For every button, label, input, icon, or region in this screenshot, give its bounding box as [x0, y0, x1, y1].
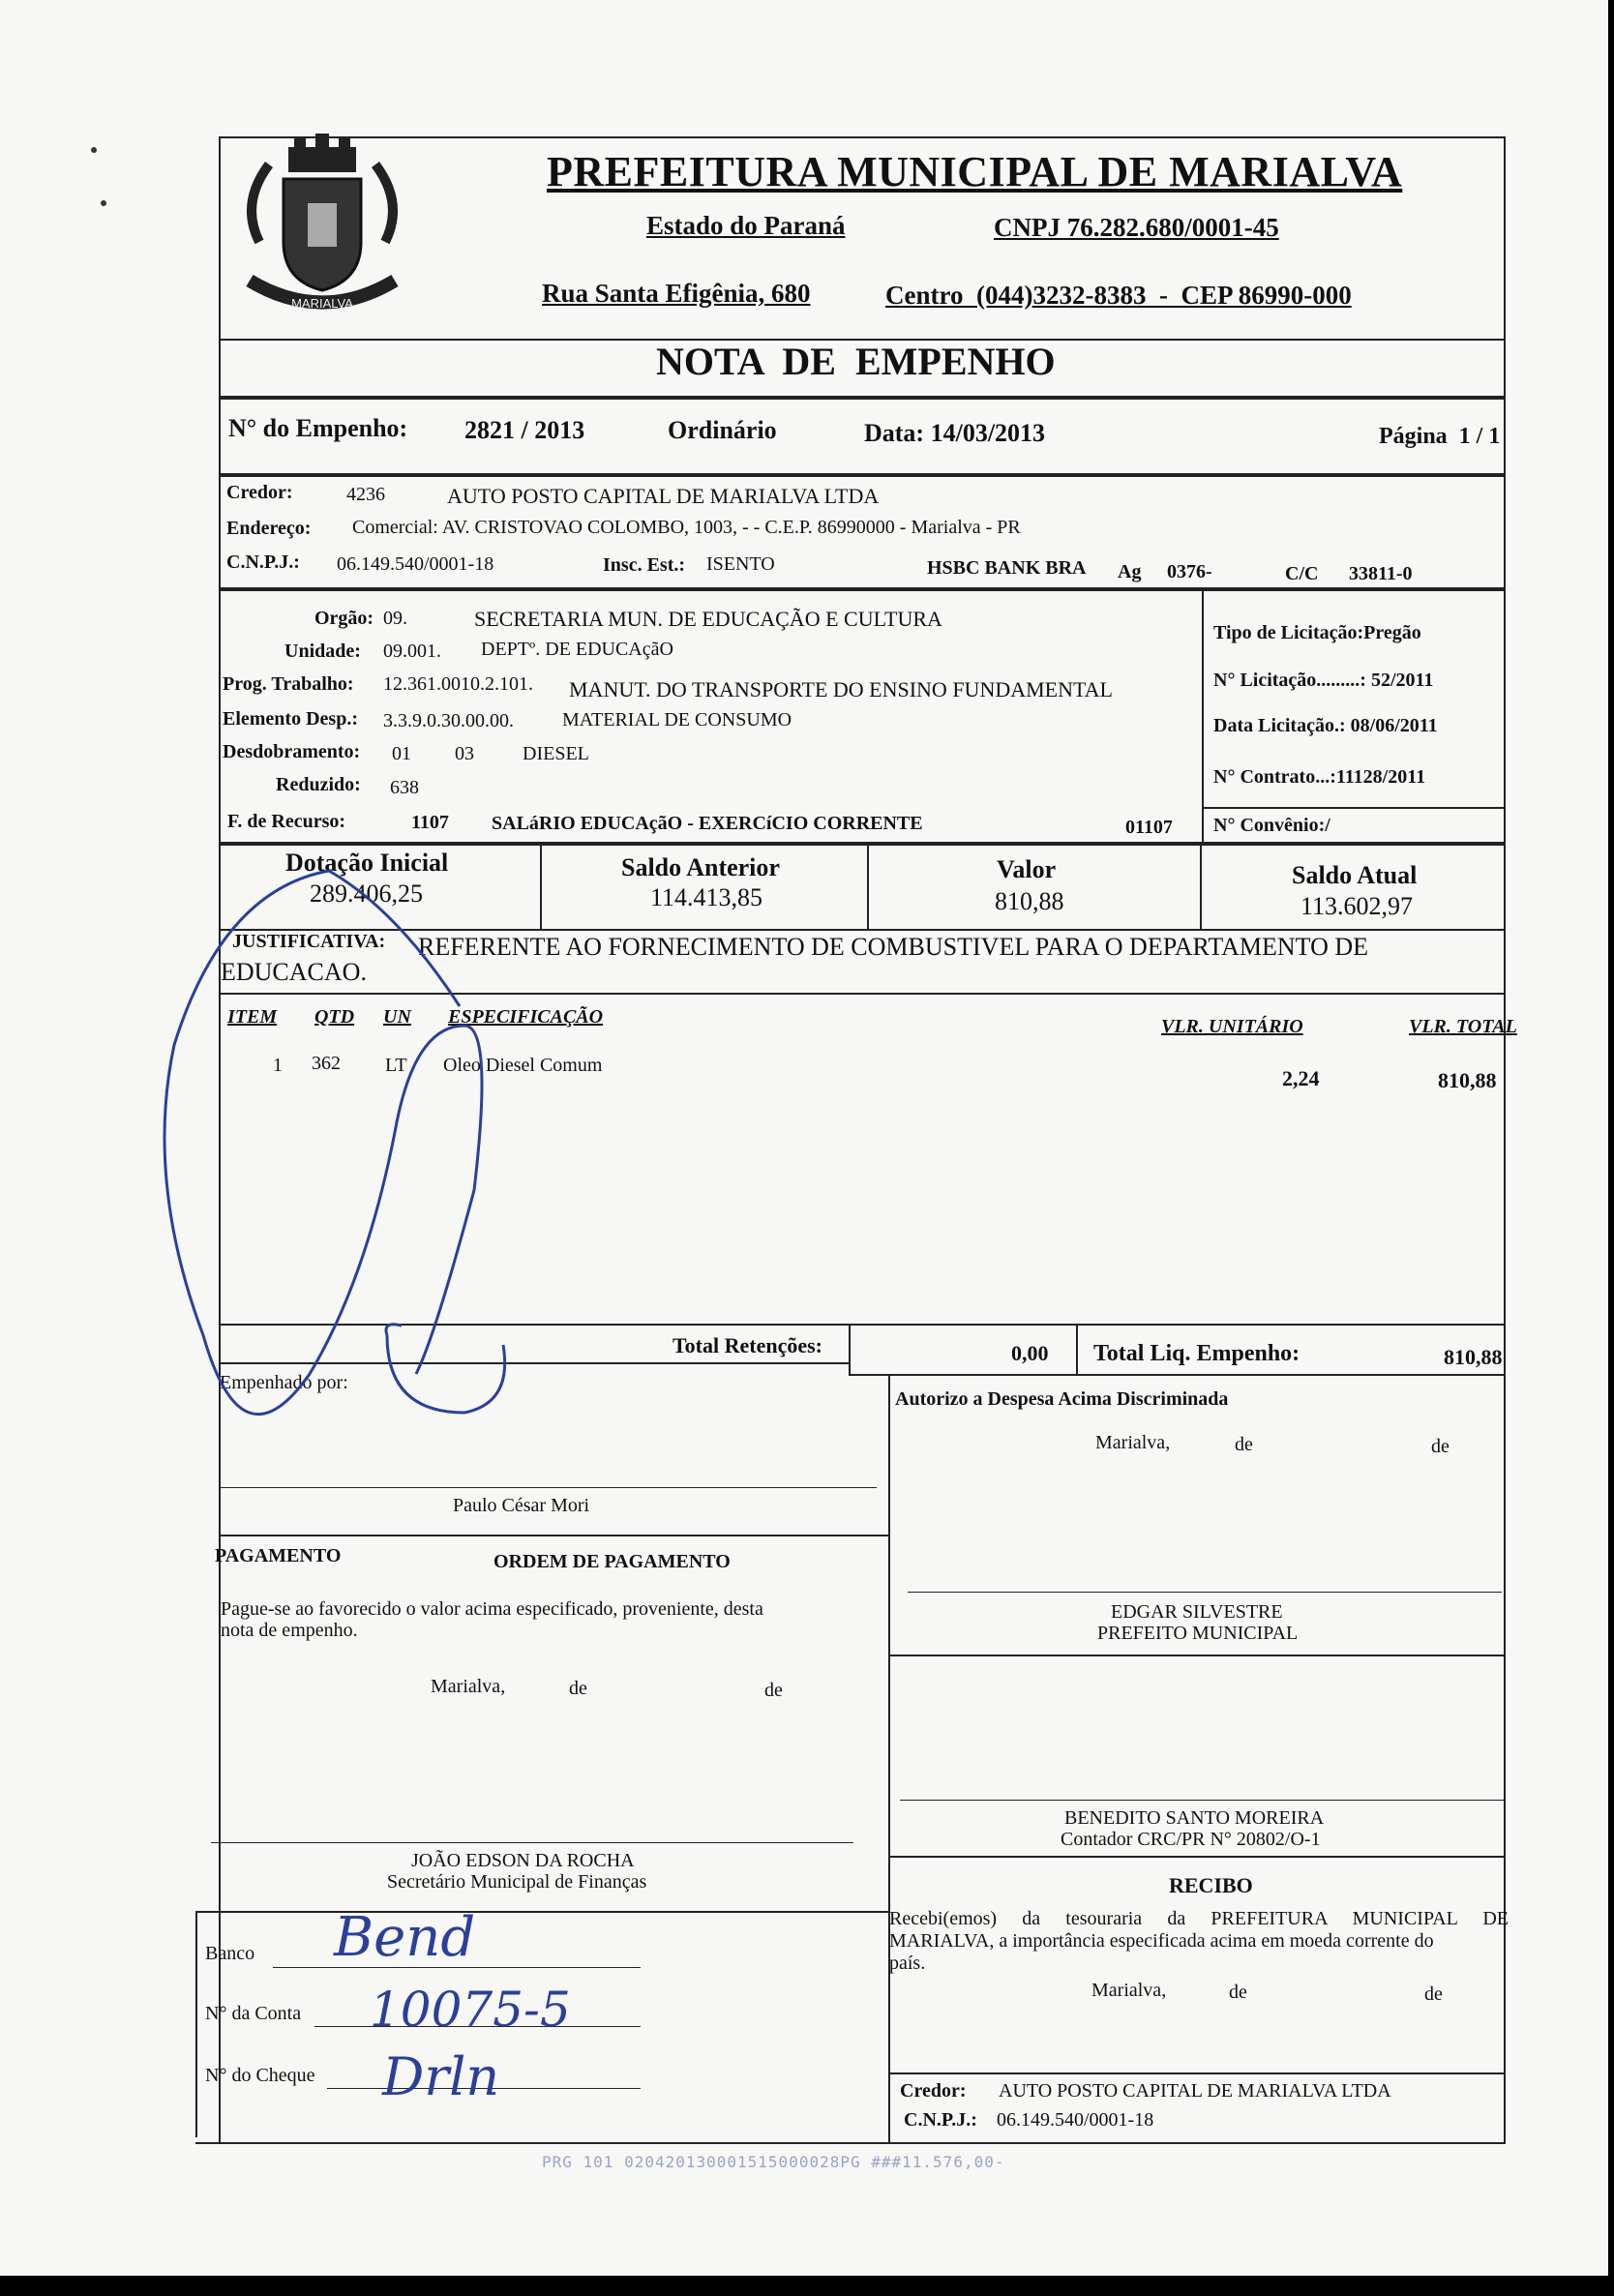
values-divider: [1200, 844, 1202, 931]
signature-line: [908, 1592, 1502, 1593]
bank-block-top-rule: [195, 1911, 888, 1913]
totals-divider: [849, 1324, 851, 1374]
handwritten-cheque: Drln: [382, 2046, 500, 2107]
de-1a: de: [1235, 1434, 1253, 1455]
prog-code: 12.361.0010.2.101.: [383, 673, 533, 695]
justificativa-label: JUSTIFICATIVA:: [232, 931, 386, 952]
reduzido-value: 638: [390, 777, 419, 798]
saldo-atual-value: 113.602,97: [1300, 892, 1414, 920]
doc-title: NOTA DE EMPENHO: [656, 340, 1056, 383]
account-label: C/C: [1285, 563, 1319, 584]
elemento-name: MATERIAL DE CONSUMO: [562, 709, 792, 731]
header-contact: Centro (044)3232-8383 - CEP 86990-000: [885, 281, 1352, 310]
prog-name: MANUT. DO TRANSPORTE DO ENSINO FUNDAMENTAL: [569, 677, 1113, 701]
treasurer-name: JOÃO EDSON DA ROCHA: [411, 1850, 635, 1871]
de-1b: de: [1431, 1436, 1450, 1457]
signature-line: [219, 1487, 877, 1488]
unidade-code: 09.001.: [383, 641, 441, 662]
recibo-line2: MARIALVA, a importância especificada acima em moeda corrente do: [889, 1930, 1434, 1952]
row-qtd: 362: [312, 1053, 341, 1074]
conta-label: N° da Conta: [205, 2003, 302, 2024]
values-divider: [540, 844, 542, 931]
saldo-atual-label: Saldo Atual: [1292, 861, 1418, 889]
valor-value: 810,88: [995, 887, 1064, 915]
ordem-pagamento-label: ORDEM DE PAGAMENTO: [493, 1551, 731, 1572]
account-number: 33811-0: [1349, 563, 1413, 584]
pagamento-top-rule: [219, 1535, 888, 1536]
document-bottom-rule: [195, 2142, 1506, 2144]
elemento-label: Elemento Desp.:: [223, 708, 358, 730]
justificativa-line1: REFERENTE AO FORNECIMENTO DE COMBUSTIVEL PARA O DEPARTAMENTO DE: [418, 933, 1369, 961]
row-unit-value: 2,24: [1282, 1066, 1320, 1090]
pagamento-label: PAGAMENTO: [215, 1545, 342, 1566]
footer-cnpj-label: C.N.P.J.:: [904, 2109, 977, 2131]
cnpj-label: C.N.P.J.:: [226, 552, 300, 573]
dotacao-value: 289.406,25: [310, 880, 423, 908]
header-address: Rua Santa Efigênia, 680: [542, 279, 811, 308]
de-3b: de: [1424, 1983, 1443, 2005]
saldo-anterior-label: Saldo Anterior: [621, 853, 780, 881]
saldo-anterior-value: 114.413,85: [650, 883, 763, 911]
col-unit: VLR. UNITÁRIO: [1161, 1016, 1303, 1037]
unidade-name: DEPTº. DE EDUCAçãO: [481, 639, 673, 660]
autorizo-text: Autorizo a Despesa Acima Discriminada: [895, 1388, 1229, 1410]
elemento-code: 3.3.9.0.30.00.00.: [383, 710, 514, 731]
items-top-rule: [219, 993, 1506, 995]
totals-bottom-rule: [849, 1374, 1506, 1376]
empenhado-name: Paulo César Mori: [453, 1495, 590, 1516]
contrato-number: N° Contrato...:11128/2011: [1213, 766, 1426, 788]
signature-line: [211, 1842, 853, 1843]
footer-credor-name: AUTO POSTO CAPITAL DE MARIALVA LTDA: [999, 2080, 1391, 2102]
page-title: PREFEITURA MUNICIPAL DE MARIALVA: [547, 148, 1403, 195]
de-2a: de: [569, 1678, 587, 1699]
row-total-value: 810,88: [1438, 1068, 1497, 1092]
handwritten-banco: Bend: [334, 1906, 476, 1969]
orgao-name: SECRETARIA MUN. DE EDUCAÇÃO E CULTURA: [474, 607, 942, 631]
agency-number: 0376-: [1167, 561, 1212, 582]
prog-label: Prog. Trabalho:: [223, 673, 354, 695]
valor-label: Valor: [997, 855, 1057, 883]
outer-right-border: [1504, 931, 1506, 2144]
treasurer-title: Secretário Municipal de Finanças: [387, 1871, 647, 1893]
recurso-label: F. de Recurso:: [227, 811, 346, 832]
mayor-bottom-rule: [888, 1655, 1506, 1656]
col-qtd: QTD: [314, 1006, 355, 1028]
creditor-address: Comercial: AV. CRISTOVAO COLOMBO, 1003, - - C.E.P. 86990000 - Marialva - PR: [352, 517, 1021, 538]
desdobramento-label: Desdobramento:: [223, 741, 361, 762]
signature-line: [900, 1800, 1506, 1801]
mayor-title: PREFEITO MUNICIPAL: [1097, 1623, 1299, 1644]
footer-cnpj: 06.149.540/0001-18: [997, 2109, 1154, 2131]
budget-divider: [1202, 589, 1204, 844]
address-label: Endereço:: [226, 518, 312, 539]
handwritten-conta: 10075-5: [370, 1982, 571, 2038]
recurso-code: 1107: [411, 812, 449, 833]
liq-empenho-value: 810,88: [1444, 1345, 1503, 1369]
convenio-divider: [1202, 807, 1506, 809]
de-3a: de: [1229, 1982, 1247, 2003]
totals-top-rule: [219, 1324, 1506, 1326]
empenho-number: 2821 / 2013: [464, 416, 585, 444]
footer-credor-rule: [888, 2072, 1506, 2074]
insc-label: Insc. Est.:: [603, 554, 686, 576]
empenho-box: [219, 398, 1506, 475]
retencoes-value: 0,00: [1011, 1341, 1049, 1365]
dotacao-label: Dotação Inicial: [285, 849, 449, 877]
reduzido-label: Reduzido:: [276, 774, 361, 795]
empenho-number-label: N° do Empenho:: [228, 414, 408, 442]
recibo-line1: Recebi(emos) da tesouraria da PREFEITURA MUNICIPAL DE: [889, 1908, 1509, 1929]
scan-speck: [91, 147, 97, 153]
marialva-date-3: Marialva,: [1091, 1980, 1167, 2001]
convenio-number: N° Convênio:/: [1213, 815, 1330, 836]
licitacao-numero: N° Licitação.........: 52/2011: [1213, 670, 1434, 691]
crest-text: MARIALVA: [291, 296, 353, 311]
licitacao-data: Data Licitação.: 08/06/2011: [1213, 715, 1438, 736]
empenhado-label: Empenhado por:: [220, 1372, 348, 1393]
cheque-label: N° do Cheque: [205, 2065, 315, 2086]
row-un: LT: [385, 1055, 407, 1076]
recibo-top-rule: [888, 1856, 1506, 1858]
col-spec: ESPECIFICAÇÃO: [448, 1006, 604, 1028]
creditor-cnpj: 06.149.540/0001-18: [337, 553, 494, 575]
recibo-line3: país.: [889, 1953, 926, 1974]
totals-divider: [1076, 1324, 1078, 1374]
scan-speck: [101, 200, 106, 206]
row-item: 1: [273, 1055, 283, 1076]
col-total: VLR. TOTAL: [1409, 1016, 1517, 1037]
pague-line2: nota de empenho.: [221, 1620, 358, 1641]
page-number: Página 1 / 1: [1379, 424, 1501, 449]
row-spec: Oleo Diesel Comum: [443, 1055, 603, 1076]
footer-credor-label: Credor:: [900, 2080, 967, 2102]
empenhado-top-rule: [219, 1362, 849, 1364]
justificativa-line2: EDUCACAO.: [221, 958, 367, 986]
orgao-code: 09.: [383, 608, 407, 629]
accountant-name: BENEDITO SANTO MOREIRA: [1064, 1807, 1325, 1829]
unidade-label: Unidade:: [284, 641, 361, 662]
recurso-name: SALáRIO EDUCAçãO - EXERCíCIO CORRENTE: [492, 813, 923, 834]
footer-code: PRG 101 020420130001515000028PG ###11.576,00-: [542, 2153, 1005, 2171]
banco-label: Banco: [205, 1943, 255, 1964]
marialva-date-2: Marialva,: [431, 1676, 506, 1697]
bank-name: HSBC BANK BRA: [927, 557, 1087, 579]
municipal-crest-icon: [230, 126, 414, 329]
desdobramento-a: 01: [392, 743, 411, 764]
de-2b: de: [764, 1680, 783, 1701]
pague-line1: Pague-se ao favorecido o valor acima especificado, proveniente, desta: [221, 1598, 763, 1620]
col-item: ITEM: [227, 1006, 278, 1028]
recibo-title: RECIBO: [1169, 1873, 1253, 1897]
bank-block-left-rule: [195, 1911, 197, 2137]
licitacao-tipo: Tipo de Licitação:Pregão: [1213, 622, 1421, 643]
agency-label: Ag: [1118, 561, 1142, 582]
orgao-label: Orgão:: [314, 608, 374, 629]
empenho-date: Data: 14/03/2013: [864, 419, 1046, 447]
state-text: Estado do Paraná: [646, 211, 846, 240]
accountant-title: Contador CRC/PR N° 20802/O-1: [1061, 1829, 1321, 1850]
values-divider: [867, 844, 869, 931]
retencoes-label: Total Retenções:: [672, 1333, 822, 1357]
liq-empenho-label: Total Liq. Empenho:: [1093, 1341, 1300, 1366]
lower-center-divider: [888, 1374, 890, 2144]
desdobramento-name: DIESEL: [523, 743, 589, 764]
desdobramento-b: 03: [455, 743, 474, 764]
recurso-number: 01107: [1125, 817, 1173, 838]
creditor-insc: ISENTO: [706, 553, 775, 575]
mayor-name: EDGAR SILVESTRE: [1111, 1601, 1283, 1623]
col-un: UN: [383, 1006, 411, 1028]
creditor-code: 4236: [346, 484, 385, 505]
creditor-label: Credor:: [226, 482, 293, 503]
header-cnpj: CNPJ 76.282.680/0001-45: [994, 213, 1279, 242]
marialva-date-1: Marialva,: [1095, 1432, 1171, 1453]
empenho-type: Ordinário: [668, 416, 777, 444]
creditor-name: AUTO POSTO CAPITAL DE MARIALVA LTDA: [447, 484, 880, 508]
